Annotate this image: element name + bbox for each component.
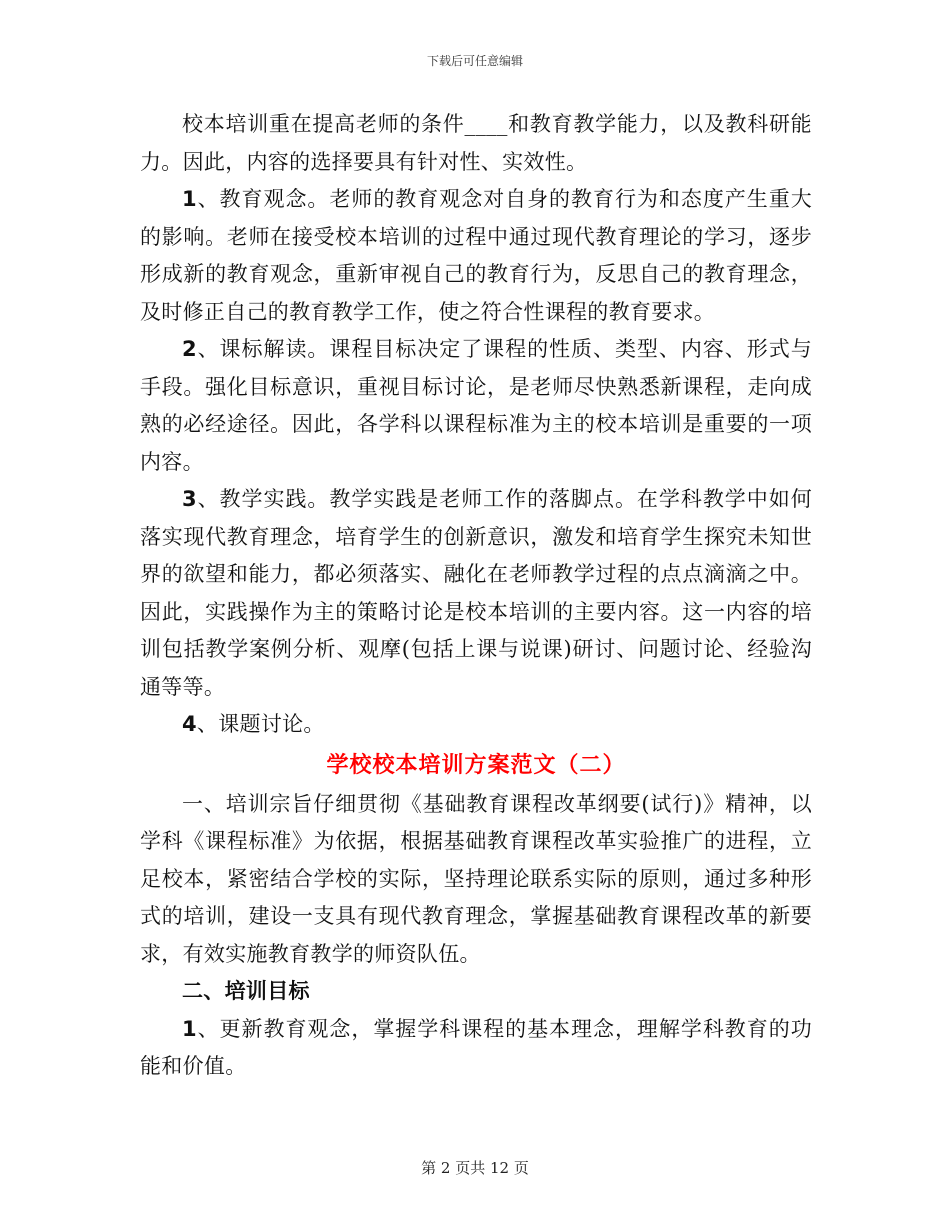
item-number: 4 — [182, 712, 197, 736]
paragraph-text: 、课题讨论。 — [196, 712, 325, 736]
paragraph-text: 、教学实践。教学实践是老师工作的落脚点。在学科教学中如何落实现代教育理念，培育学生的创新意识，激发和培育学生探究未知世界的欲望和能力，都必须落实、融化在老师教学过程的点点滴滴之中。因此，实践操作为主的策略讨论是校本培训的主要内容。这一内容的培训包括教学案例分析、观摩(包括上课与说课)研讨、问题讨论、经验沟通等等。 — [140, 487, 812, 699]
paragraph-text: 校本培训重在提高老师的条件____和教育教学能力，以及教科研能力。因此，内容的选择要具有针对性、实效性。 — [140, 112, 812, 174]
document-body — [140, 106, 812, 1086]
section-intro-paragraph: 一、培训宗旨仔细贯彻《基础教育课程改革纲要(试行)》精神，以学科《课程标准》为依据，根据基础教育课程改革实验推广的进程，立足校本，紧密结合学校的实际，坚持理论联系实际的原则，通过多种形式的培训，建设一支具有现代教育理念，掌握基础教育课程改革的新要求，有效实施教育教学的师资队伍。 — [140, 791, 812, 966]
section-subheading: 二、培训目标 — [182, 979, 310, 1003]
paragraph-item-3 — [140, 481, 812, 706]
paragraph-text: 、课标解读。课程目标决定了课程的性质、类型、内容、形式与手段。强化目标意识，重视目标讨论，是老师尽快熟悉新课程，走向成熟的必经途径。因此，各学科以课程标准为主的校本培训是重要的一项内容。 — [140, 337, 812, 474]
item-number: 2 — [182, 337, 197, 361]
paragraph-item-1 — [140, 181, 812, 331]
header-note: 下载后可任意编辑 — [426, 54, 523, 68]
item-number: 3 — [182, 487, 197, 511]
paragraph-intro — [140, 106, 812, 181]
paragraph-item-4 — [140, 706, 812, 744]
objective-item-1 — [140, 1011, 812, 1086]
section-title: 学校校本培训方案范文（二） — [326, 752, 626, 778]
paragraph-item-2 — [140, 331, 812, 481]
paragraph-text: 、教育观念。老师的教育观念对自身的教育行为和态度产生重大的影响。老师在接受校本培训的过程中通过现代教育理论的学习，逐步形成新的教育观念，重新审视自己的教育行为，反思自己的教育理念，及时修正自己的教育教学工作，使之符合性课程的教育要求。 — [140, 187, 812, 324]
page-number-footer: 第 2 页共 12 页 — [421, 1159, 529, 1177]
paragraph-text: 、更新教育观念，掌握学科课程的基本理念，理解学科教育的功能和价值。 — [140, 1016, 812, 1078]
item-number: 1 — [182, 1016, 197, 1041]
item-number: 1 — [182, 187, 197, 211]
